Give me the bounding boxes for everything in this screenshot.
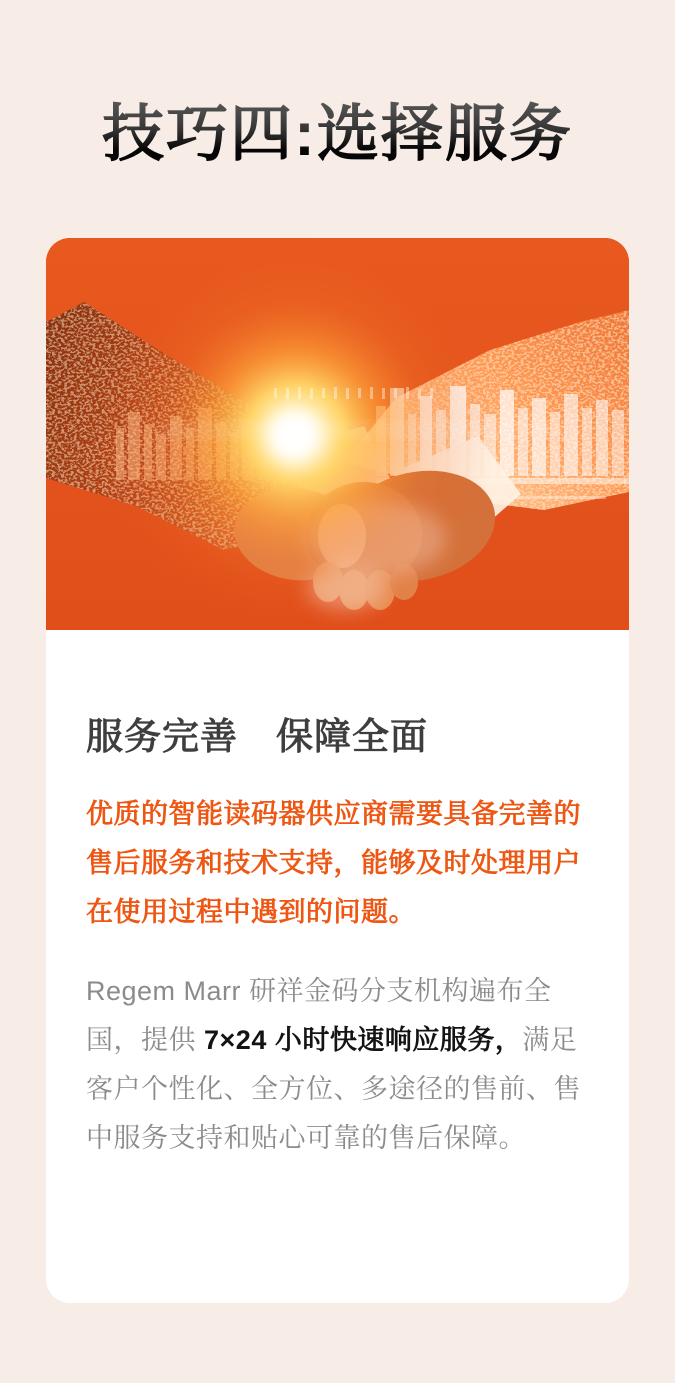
page-title-text: 技巧四:选择服务 <box>102 100 573 169</box>
card-body <box>46 630 629 1163</box>
body-paragraph <box>86 967 589 1163</box>
card-heading: 服务完善 保障全面 <box>86 716 428 757</box>
highlight-paragraph: 优质的智能读码器供应商需要具备完善的售后服务和技术支持，能够及时处理用户在使用过程中遇到的问题。 <box>86 799 581 927</box>
body-paragraph-prefix: Regem Marr 研祥金码分支机构遍布全国，提供 <box>86 976 552 1055</box>
body-paragraph-bold: 7×24 小时快速响应服务， <box>204 1025 523 1055</box>
page-title <box>0 0 675 170</box>
handshake-city-illustration <box>46 238 629 630</box>
content-card <box>46 238 629 1303</box>
handshake-city-image <box>46 238 629 630</box>
body-paragraph-suffix: 满足客户个性化、全方位、多途径的售前、售中服务支持和贴心可靠的售后保障。 <box>86 1025 581 1153</box>
